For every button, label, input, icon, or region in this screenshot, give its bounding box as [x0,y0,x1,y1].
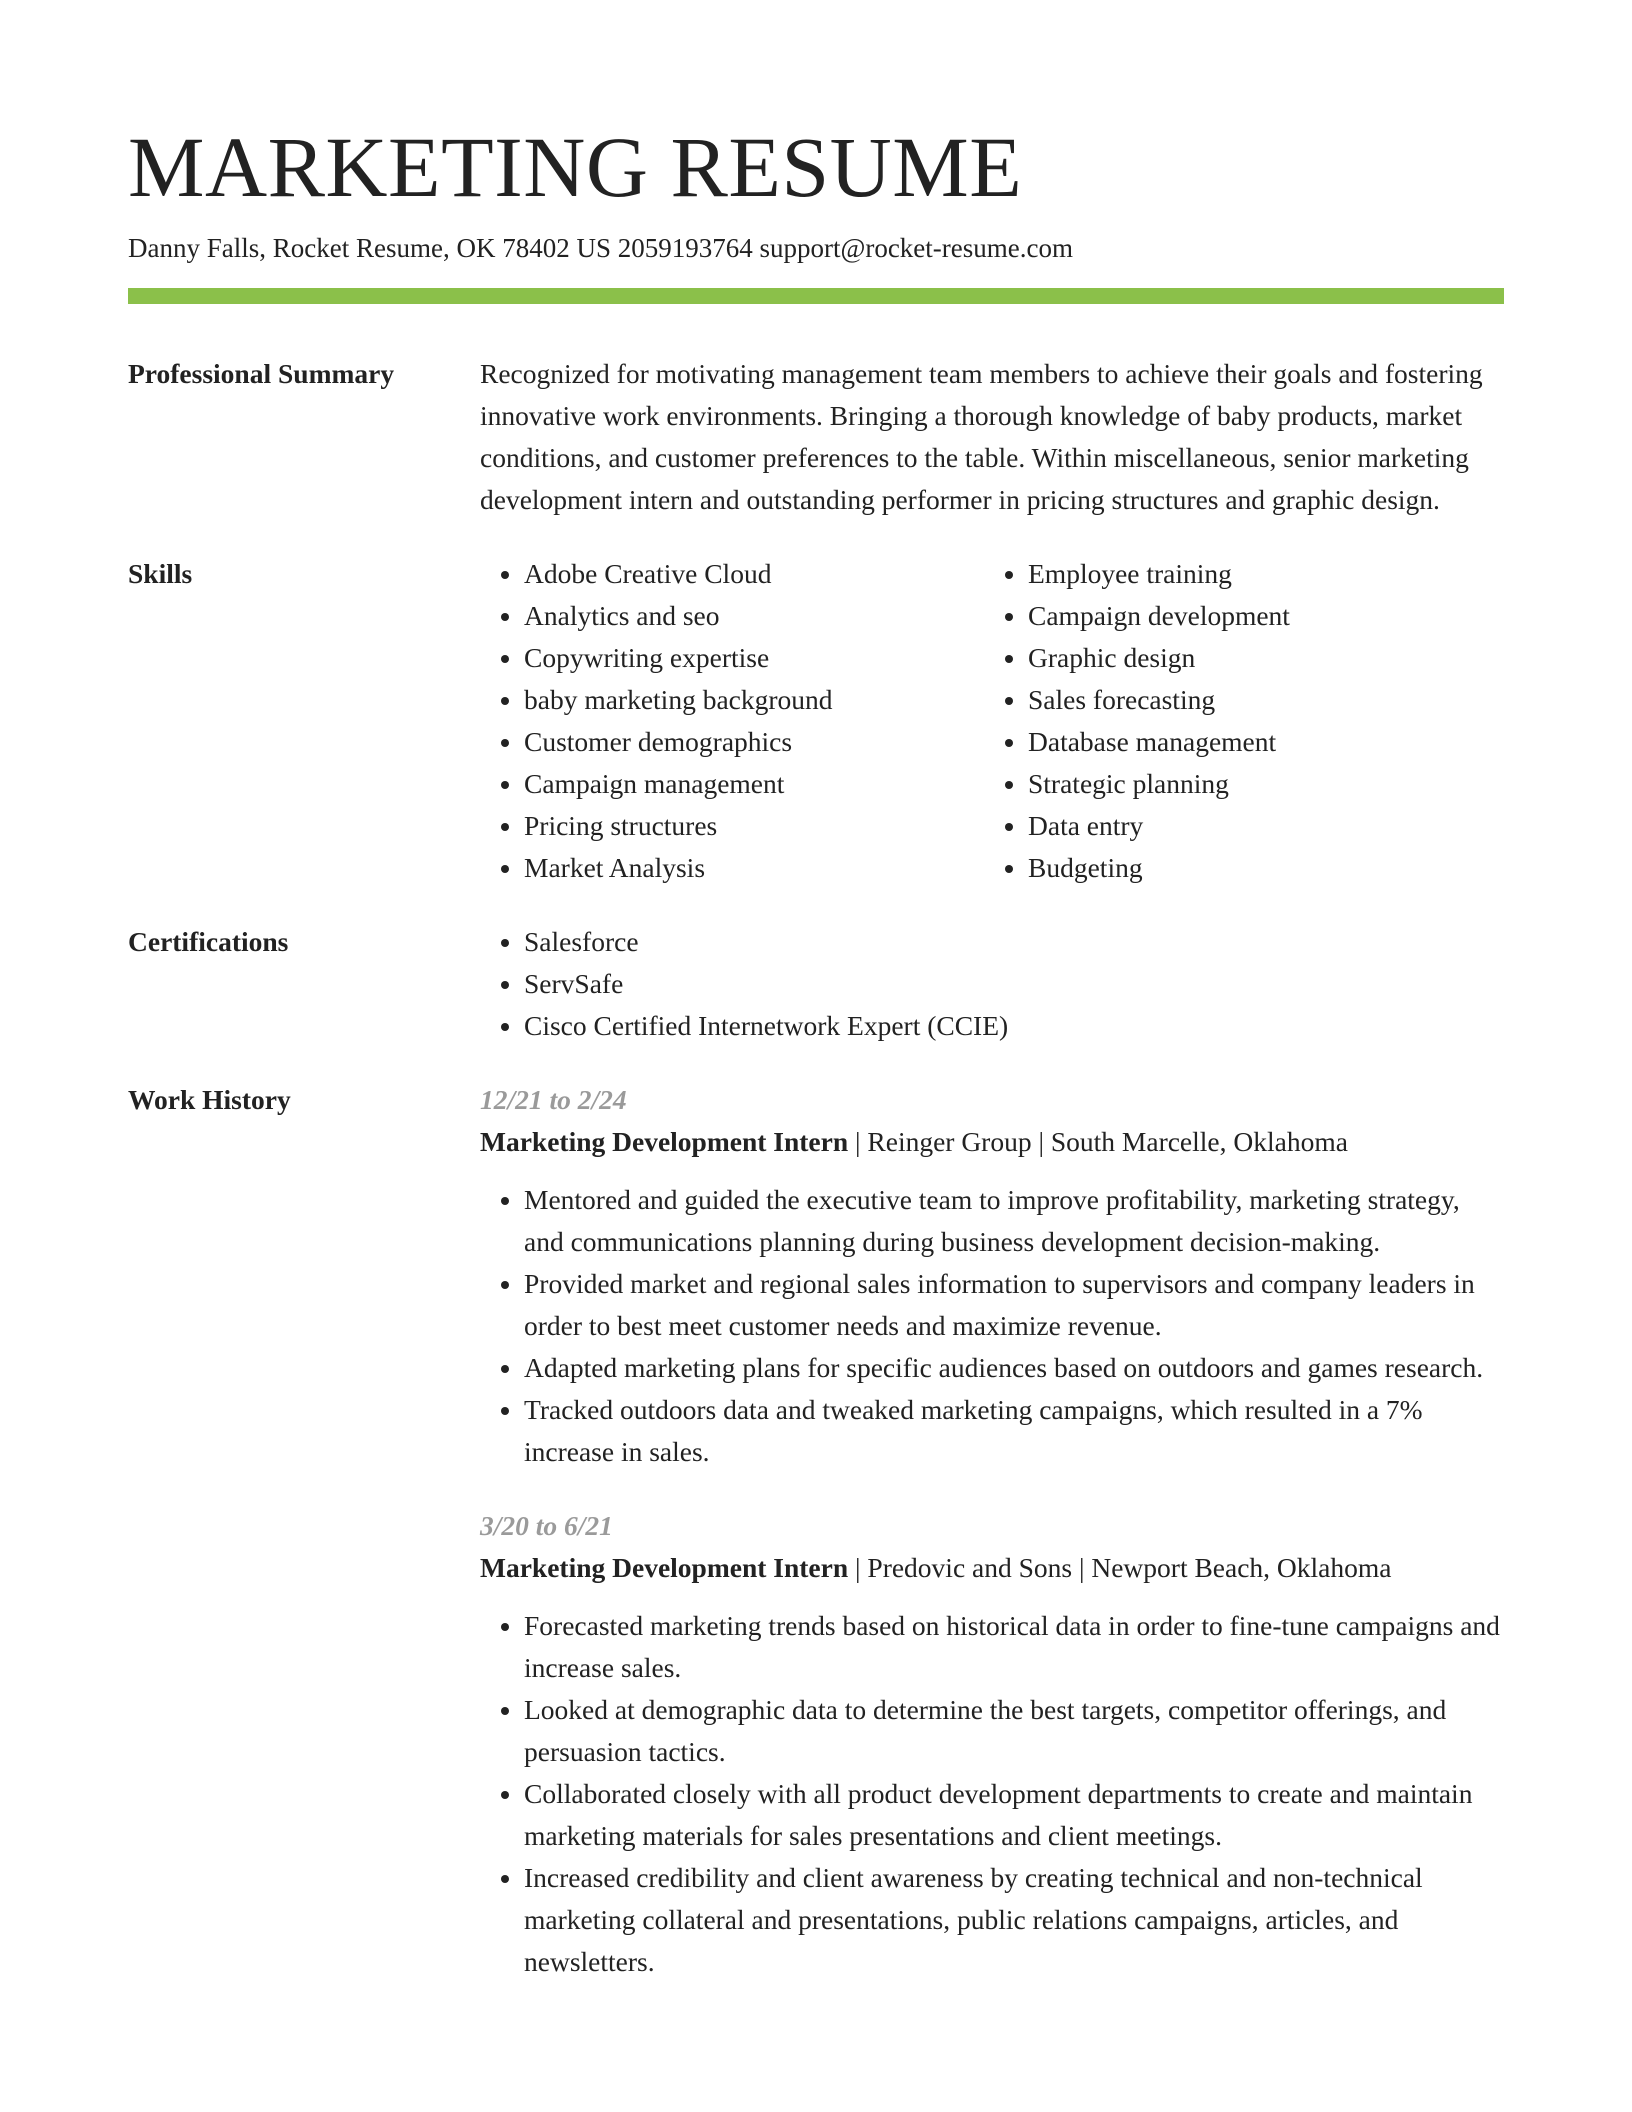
job-bullet: • Increased credibility and client awareness by creating technical and non-technical marketing collateral and presentations, public relations campaigns, articles, and newsletters. [524,1857,1504,1983]
certifications-section [128,921,1504,1047]
job-title: Marketing Development Intern [480,1126,849,1157]
skill-item: • baby marketing background [524,679,984,721]
job-bullet: • Mentored and guided the executive team to improve profitability, marketing strategy, and communications planning during business development decision-making. [524,1179,1504,1263]
skills-column-right [984,553,1488,889]
summary-text: Recognized for motivating management team members to achieve their goals and fostering innovative work environments. Bringing a thorough knowledge of baby products, market conditions, and customer preferences to the table. Within miscellaneous, senior marketing development intern and outstanding performer in pricing structures and graphic design. [480,358,1483,515]
job-bullet: • Collaborated closely with all product development departments to create and maintain marketing materials for sales presentations and client meetings. [524,1773,1504,1857]
summary-label: Professional Summary [128,358,395,389]
work-history-body [480,1079,1504,1983]
job-dates: 3/20 to 6/21 [480,1510,613,1541]
resume-title: MARKETING RESUME [128,119,1023,215]
job-dates: 12/21 to 2/24 [480,1084,627,1115]
job-entry [480,1079,1504,1473]
job-bullet: • Forecasted marketing trends based on historical data in order to fine-tune campaigns and increase sales. [524,1605,1504,1689]
job-title: Marketing Development Intern [480,1552,849,1583]
skill-item: • Adobe Creative Cloud [524,553,984,595]
skill-item: • Sales forecasting [1028,679,1488,721]
skill-item: • Budgeting [1028,847,1488,889]
skill-item: • Database management [1028,721,1488,763]
accent-divider [128,288,1504,304]
certification-item: • Salesforce [524,921,1504,963]
skill-item: • Market Analysis [524,847,984,889]
skill-item: • Customer demographics [524,721,984,763]
skills-columns [480,553,1504,889]
skill-item: • Graphic design [1028,637,1488,679]
skills-label: Skills [128,558,193,589]
skill-item: • Analytics and seo [524,595,984,637]
job-bullet: • Provided market and regional sales information to supervisors and company leaders in order to best meet customer needs and maximize revenue. [524,1263,1504,1347]
job-details: | Predovic and Sons | Newport Beach, Oklahoma [848,1552,1392,1583]
job-entry [480,1505,1504,1983]
skills-list-right [984,553,1488,889]
skill-item: • Campaign development [1028,595,1488,637]
job-title-line [480,1121,1504,1163]
skill-item: • Campaign management [524,763,984,805]
certification-item: • ServSafe [524,963,1504,1005]
summary-section [128,353,1504,521]
certifications-list [480,921,1504,1047]
skill-item: • Data entry [1028,805,1488,847]
job-details: | Reinger Group | South Marcelle, Oklahoma [848,1126,1348,1157]
skill-item: • Pricing structures [524,805,984,847]
skill-item: • Copywriting expertise [524,637,984,679]
job-bullet: • Looked at demographic data to determine the best targets, competitor offerings, and persuasion tactics. [524,1689,1504,1773]
skills-section [128,553,1504,889]
skill-item: • Employee training [1028,553,1488,595]
job-bullet: • Adapted marketing plans for specific audiences based on outdoors and games research. [524,1347,1504,1389]
job-title-line [480,1547,1504,1589]
work-history-section [128,1079,1504,1983]
certification-item: • Cisco Certified Internetwork Expert (CCIE) [524,1005,1504,1047]
job-bullets [480,1605,1504,1983]
job-bullet: • Tracked outdoors data and tweaked marketing campaigns, which resulted in a 7% increase in sales. [524,1389,1504,1473]
contact-line: Danny Falls, Rocket Resume, OK 78402 US 2059193764 support@rocket-resume.com [128,233,1073,263]
skills-list-left [480,553,984,889]
work-history-label: Work History [128,1084,291,1115]
certifications-body [480,921,1504,1047]
certifications-label: Certifications [128,926,289,957]
skills-column-left [480,553,984,889]
job-bullets [480,1179,1504,1473]
skill-item: • Strategic planning [1028,763,1488,805]
